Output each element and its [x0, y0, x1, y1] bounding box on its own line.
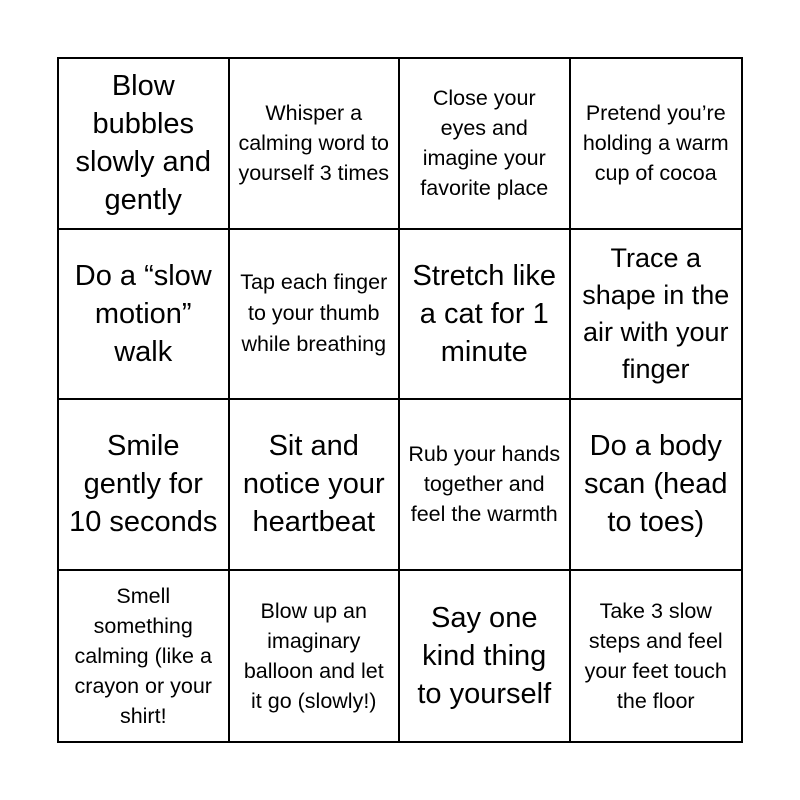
cell-text: Smell something calming (like a crayon or your shirt! — [74, 583, 212, 728]
cell-text: Close your eyes and imagine your favorite place — [420, 86, 549, 201]
bingo-cell[interactable] — [230, 571, 401, 742]
bingo-cell[interactable] — [59, 59, 230, 230]
cell-text: Say one kind thing to yourself — [417, 601, 552, 710]
cell-text: Do a “slow motion” walk — [74, 259, 212, 368]
bingo-board — [57, 57, 743, 743]
bingo-cell[interactable] — [59, 571, 230, 742]
cell-text: Blow bubbles slowly and gently — [75, 70, 211, 217]
cell-text: Smile gently for 10 seconds — [69, 430, 218, 539]
cell-text: Do a body scan (head to toes) — [584, 430, 728, 539]
bingo-cell[interactable] — [571, 230, 742, 401]
bingo-cell[interactable] — [59, 230, 230, 401]
bingo-cell[interactable] — [59, 400, 230, 571]
cell-text: Rub your hands together and feel the warmth — [408, 442, 561, 527]
bingo-cell[interactable] — [400, 571, 571, 742]
cell-text: Trace a shape in the air with your finger — [582, 242, 730, 384]
cell-text: Tap each finger to your thumb while breathing — [240, 270, 388, 357]
cell-text: Stretch like a cat for 1 minute — [412, 259, 556, 368]
bingo-cell[interactable] — [230, 400, 401, 571]
bingo-cell[interactable] — [230, 59, 401, 230]
bingo-cell[interactable] — [571, 59, 742, 230]
cell-text: Take 3 slow steps and feel your feet touch the floor — [584, 598, 727, 713]
bingo-cell[interactable] — [400, 59, 571, 230]
cell-text: Pretend you’re holding a warm cup of cocoa — [582, 101, 729, 186]
bingo-cell[interactable] — [571, 400, 742, 571]
cell-text: Whisper a calming word to yourself 3 times — [238, 101, 390, 186]
bingo-cell[interactable] — [400, 230, 571, 401]
bingo-cell[interactable] — [400, 400, 571, 571]
cell-text: Blow up an imaginary balloon and let it go (slowly!) — [243, 598, 384, 713]
bingo-cell[interactable] — [571, 571, 742, 742]
bingo-cell[interactable] — [230, 230, 401, 401]
cell-text: Sit and notice your heartbeat — [242, 430, 385, 539]
